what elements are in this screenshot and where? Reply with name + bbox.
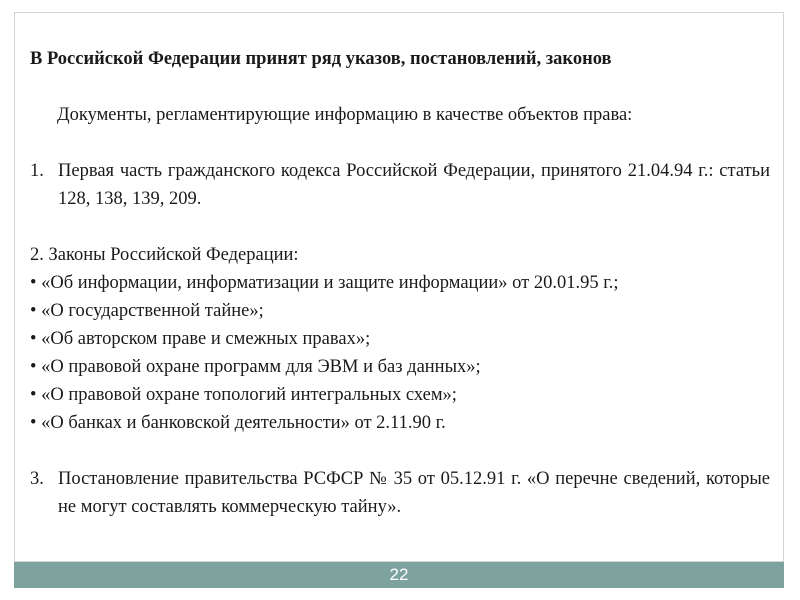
- slide-heading: В Российской Федерации принят ряд указов, постановлений, законов: [30, 49, 612, 69]
- footer-bar: [14, 562, 784, 588]
- item-civil-code: [30, 157, 770, 213]
- item-government-resolution: [30, 465, 770, 521]
- law-item: • «Об информации, информатизации и защите информации» от 20.01.95 г.;: [30, 273, 619, 293]
- law-item: • «О правовой охране программ для ЭВМ и баз данных»;: [30, 357, 481, 377]
- item-number: 1.: [30, 161, 44, 181]
- laws-title: 2. Законы Российской Федерации:: [30, 245, 299, 265]
- law-item: • «Об авторском праве и смежных правах»;: [30, 329, 371, 349]
- item-text: Постановление правительства РСФСР № 35 от 05.12.91 г. «О перечне сведений, которые не могут составлять коммерческую тайну».: [58, 469, 770, 517]
- page-number: 22: [389, 565, 409, 584]
- documents-subheading: Документы, регламентирующие информацию в качестве объектов права:: [57, 105, 633, 125]
- item-text: Первая часть гражданского кодекса Российской Федерации, принятого 21.04.94 г.: статьи 128, 138, 139, 209.: [58, 161, 770, 209]
- law-item: • «О банках и банковской деятельности» от 2.11.90 г.: [30, 413, 446, 433]
- item-number: 3.: [30, 469, 44, 489]
- law-item: • «О государственной тайне»;: [30, 301, 264, 321]
- item-federal-laws: [30, 241, 770, 437]
- laws-list: [30, 269, 770, 437]
- law-item: • «О правовой охране топологий интегральных схем»;: [30, 385, 457, 405]
- slide-content: [30, 45, 770, 521]
